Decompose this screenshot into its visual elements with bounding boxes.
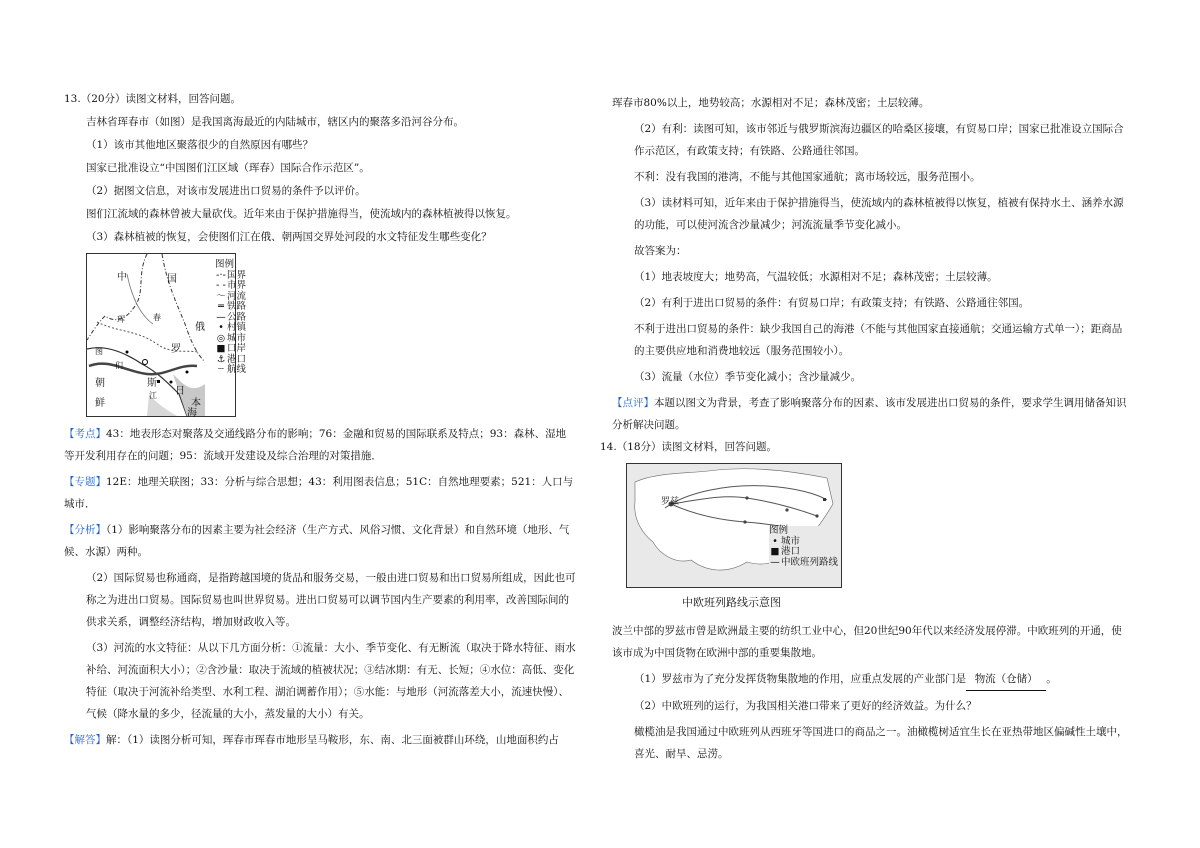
china-europe-rail-map [626,463,842,588]
ans-1: （1）地表坡度大；地势高，气温较低；水源相对不足；森林茂密；土层较薄。 [634,271,998,283]
ans-3: （3）流量（水位）季节变化减小；含沙量减少。 [634,371,862,383]
ans-2a: （2）有利于进出口贸易的条件：有贸易口岸；有政策支持；有铁路、公路通往邻国。 [634,297,1030,309]
legend-item: ◎ 城市 [216,332,247,344]
fenxi-tag: 【分析】 [64,524,106,536]
fenxi-section [64,519,576,563]
dianping-section [612,392,1132,436]
q14-sub1: （1）罗兹市为了充分发挥货物集散地的作用，应重点发展的产业部门是 物流（仓储） 。 [612,668,1132,691]
jieda-cont: 珲春市80%以上，地势较高；水源相对不足；森林茂密；土层较薄。 [612,97,930,109]
map-label-tu: 图 [95,347,103,356]
map-label-jiang: 江 [149,391,157,400]
ans-2b: 不利于进出口贸易的条件：缺少我国自己的海港（不能与其他国家直接通航；交通运输方式单一）；距商品的主要供应地和消费地较远（服务范围较小）。 [634,323,1123,357]
legend-item: - -市界 [216,280,247,291]
dianping-tag: 【点评】 [612,397,654,409]
jieda-section [64,729,576,751]
map-label-luo: 罗 [171,344,181,355]
q13-material2: 图们江流域的森林曾被大量砍伐。近年来由于保护措施得当，使流域内的森林植被得以恢复。 [86,208,517,220]
jieda-tag: 【解答】 [64,734,106,746]
jieda-3: （3）读材料可知，近年来由于保护措施得当，使流域内的森林植被得以恢复，植被有保持水土、涵养水源的功能，可以使河流含沙量减少；河流流量季节变化减小。 [634,197,1124,231]
map-label-xian: 鲜 [95,398,105,409]
q13-intro: 吉林省珲春市（如图）是我国离海最近的内陆城市，辖区内的聚落多沿河谷分布。 [86,116,464,128]
map-label-zhong: 中 [117,272,127,283]
hunchun-map [86,253,247,419]
hunchun-map-drawing [87,254,205,416]
legend-item: ～河流 [216,290,247,302]
legend-item: ⚓ 港口 [216,353,247,365]
map-label-hai: 海 [187,408,197,419]
fenxi-1: （1）影响聚落分布的因素主要为社会经济（生产方式、风俗习惯、文化背景）和自然环境（地形、气候、水源）两种。 [64,524,570,558]
map-label-hun: 珲 [117,315,125,324]
jieda-2a: （2）有利：读图可知，该市邻近与俄罗斯滨海边疆区的哈桑区接壤，有贸易口岸；国家已批准设立国际合作示范区，有政策支持；有铁路、公路通往邻国。 [634,123,1124,157]
dianping-text: 本题以图文为背景，考查了影响聚落分布的因素、该市发展进出口贸易的条件，要求学生调用储备知识分析解决问题。 [612,397,1127,431]
jieda-2b: 不利：没有我国的港湾，不能与其他国家通航；离市场较远，服务范围小。 [634,171,981,183]
q14-material: 橄榄油是我国通过中欧班列从西班牙等国进口的商品之一。油橄榄树适宜生长在亚热带地区偏碱性土壤中，喜光、耐旱、忌涝。 [634,726,1128,760]
q14-answer-blank: 物流（仓储） [966,668,1046,691]
legend-item: • 村镇 [218,322,247,333]
right-column [600,92,1132,769]
map2-legend [769,526,838,568]
legend-item: ■ 港口 [770,546,801,557]
rail-map-caption: 中欧班列路线示意图 [682,596,781,609]
q14-sub2: （2）中欧班列的运行，为我国相关港口带来了更好的经济效益。为什么？ [634,700,977,712]
jieda-text: 解：（1）读图分析可知，珲春市珲春市地形呈马鞍形，东、南、北三面被群山环绕，山地面积约占 [106,734,559,746]
q14-title: 14.（18分）读图文材料，回答问题。 [600,441,778,453]
q13-material1: 国家已批准设立“中国图们江区域（珲春）国际合作示范区”。 [86,162,370,174]
map-label-guo: 国 [167,274,177,285]
legend-item: • 城市 [772,535,801,547]
q13-sub2: （2）据图文信息，对该市发展进出口贸易的条件予以评价。 [86,185,366,197]
kaodian-tag: 【考点】 [64,428,106,440]
map-label-ben: 本 [191,398,201,409]
legend-item: —公路 [216,311,247,323]
map-label-ri: 日 [175,386,185,397]
map-label-lodz: 罗兹 [661,497,680,507]
legend-item: ═ 铁路 [218,301,247,312]
legend-title: 图例 [769,525,789,536]
zhuanti-text: 12E：地理关联图；33：分析与综合思想；43：利用图表信息；51C：自然地理要素；521：人口与城市． [64,476,574,510]
map-label-men: 们 [115,361,123,370]
kaodian-text: 43：地表形态对聚落及交通线路分布的影响；76：金融和贸易的国际联系及特点；93：森林、湿地等开发利用存在的问题；95：流域开发建设及综合治理的对策措施． [64,428,567,462]
fenxi-2: （2）国际贸易也称通商，是指跨越国境的货品和服务交易，一般由进口贸易和出口贸易所组成，因此也可称之为进出口贸易。国际贸易也叫世界贸易。进出口贸易可以调节国内生产要素的利用率，改善国际间的供求关系，调整经济结构，增加财政收入等。 [86,572,576,628]
map1-legend [215,260,246,376]
legend-item: —中欧班列路线 [770,556,839,568]
legend-item: -·-国界 [216,269,247,281]
map-label-chun: 春 [153,313,161,322]
q13-sub1: （1）该市其他地区聚落很少的自然原因有哪些？ [86,139,314,151]
kaodian-section [64,423,576,467]
q13-sub3: （3）森林植被的恢复，会使图们江在俄、朝两国交界处河段的水文特征发生哪些变化？ [86,231,492,243]
answer-label: 故答案为： [634,245,687,257]
legend-item: ┄ 航线 [218,364,247,375]
left-column [64,92,576,755]
q14-intro: 波兰中部的罗兹市曾是欧洲最主要的纺织工业中心，但20世纪90年代以来经济发展停滞。中欧班列的开通，使该市成为中国货物在欧洲中部的重要集散地。 [612,625,1122,659]
map-label-si: 斯 [147,378,157,389]
fenxi-3: （3）河流的水文特征：从以下几方面分析：①流量：大小、季节变化、有无断流（取决于降水特征、雨水补给、河流面积大小）；②含沙量：取决于流域的植被状况；③结冰期：有无、长短；④水位：高低、变化特征（取决于河流补给类型、水利工程、湖泊调蓄作用）；⑤水能：与地形（河流落差大小，流速快慢）、气候（降水量的多少，径流量的大小，蒸发量的大小）有关。 [86,642,576,720]
legend-title: 图例 [215,259,235,270]
q13-title: 13.（20分）读图文材料，回答问题。 [64,93,242,105]
zhuanti-tag: 【专题】 [64,476,106,488]
zhuanti-section [64,471,576,515]
map-label-e: 俄 [195,322,205,333]
legend-item: ■ 口岸 [216,343,247,354]
map-label-chao: 朝 [95,378,105,389]
